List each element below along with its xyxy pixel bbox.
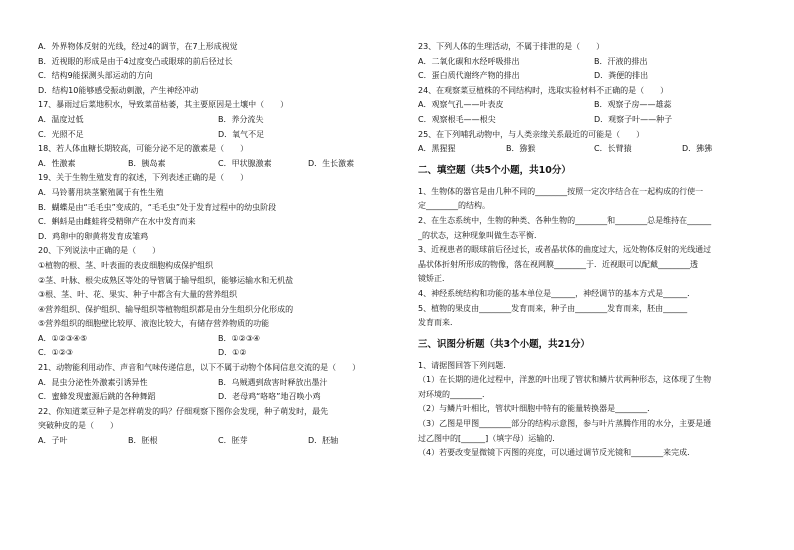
q23-stem: 23、下列人体的生理活动，不属于排泄的是（ ）	[418, 42, 605, 51]
q23-option-a: A．二氧化碳和水经呼吸排出	[418, 56, 520, 66]
q16-option-d: D．结构10能够感受振动刺激，产生神经冲动	[38, 85, 199, 95]
q20-item-5: ⑤营养组织的细胞壁比较厚、液泡比较大，有储存营养物质的功能	[38, 319, 270, 329]
q24-option-b: B．观察子房——雄蕊	[594, 100, 672, 110]
q20-item-3: ③根、茎、叶、花、果实、种子中都含有大量的营养组织	[38, 290, 238, 300]
q22-options	[38, 434, 398, 449]
q18-option-b: B．胰岛素	[128, 158, 166, 168]
fill-line-3: 2、在生态系统中，生物的种类、各种生物的________和________总是维持在______	[418, 215, 712, 225]
q17-option-d: D．氧气不足	[218, 129, 265, 139]
q23-option-d: D．粪便的排出	[594, 71, 649, 81]
fig-intro: 1、请据图回答下列问题．	[418, 360, 512, 370]
q18-options	[38, 157, 398, 172]
fig-line-2: 对环境的________．	[418, 389, 490, 399]
fill-line-7: 镜矫正．	[418, 274, 450, 284]
q23-options-row1	[418, 55, 770, 70]
q24-stem: 24、在观察菜豆植株的不同结构时，选取实验材料不正确的是（ ）	[418, 85, 669, 95]
fill-line-2: 定________的结构。	[418, 201, 490, 211]
q20-item-2: ②茎、叶脉、根尖成熟区等处的导管属于输导组织，能够运输水和无机盐	[38, 275, 294, 285]
q20-option-b: B．①②③④	[218, 333, 261, 343]
q17-options-row1	[38, 113, 398, 128]
q21-options-row2	[38, 390, 398, 405]
q23-option-b: B．汗液的排出	[594, 56, 648, 66]
fill-line-5: 3、近视患者的眼球前后径过长，或者晶状体的曲度过大，远处物体反射的光线通过	[418, 245, 712, 255]
q19-option-d: D．鸡卵中的卵黄将发育成雏鸡	[38, 231, 149, 241]
q25-option-a: A．黑猩猩	[418, 144, 456, 154]
fill-line-6: 晶状体折射所形成的物像，落在视网膜________于．近视眼可以配戴________透	[418, 259, 698, 269]
q22-option-b: B．胚根	[128, 436, 158, 446]
fig-line-1: （1）在长期的进化过程中，洋葱的叶出现了管状和鳞片状两种形态，这体现了生物	[418, 375, 712, 385]
q20-option-c: C．①②③	[38, 348, 74, 358]
q22-option-a: A．子叶	[38, 436, 68, 446]
q24-options-row2	[418, 113, 770, 128]
left-column	[38, 40, 398, 449]
fig-line-6: （4）若要改变显微镜下丙图的亮度，可以通过调节反光镜和________来完成．	[418, 448, 696, 458]
q24-option-a: A．观察气孔——叶表皮	[418, 100, 504, 110]
right-column	[418, 40, 770, 461]
q20-item-1: ①植物的根、茎、叶表面的表皮细胞构成保护组织	[38, 260, 214, 270]
q22-option-d: D．胚轴	[308, 436, 339, 446]
q25-option-b: B．猕猴	[506, 144, 536, 154]
q25-options	[418, 142, 770, 157]
fig-line-3: （2）与鳞片叶相比，管状叶细胞中特有的能量转换器是________．	[418, 404, 656, 414]
section-heading-figure-analysis: 三、识图分析题（共3个小题，共21分）	[418, 338, 590, 350]
q23-options-row2	[418, 69, 770, 84]
q17-option-c: C．光照不足	[38, 129, 84, 139]
q20-item-4: ④营养组织、保护组织、输导组织等植物组织都是由分生组织分化形成的	[38, 304, 294, 314]
fig-line-4: （3）乙图是甲图________部分的结构示意图，参与叶片蒸腾作用的水分，主要是通	[418, 419, 712, 429]
fill-line-1: 1、生物体的器官是由几种不同的________按照一定次序结合在一起构成的行使一	[418, 186, 704, 196]
q21-option-b: B．乌贼遇到敌害时释放出墨汁	[218, 377, 328, 387]
q25-stem: 25、在下列哺乳动物中，与人类亲缘关系最近的可能是（ ）	[418, 129, 645, 139]
q20-option-a: A．①②③④⑤	[38, 333, 88, 343]
fill-line-4: _的状态，这种现象叫做生态平衡．	[418, 230, 542, 240]
q19-stem: 19、关于生物生殖发育的叙述，下列表述正确的是（ ）	[38, 173, 249, 183]
q22-stem-line2: 突破种皮的是（ ）	[38, 421, 118, 431]
q18-stem: 18、若人体血糖长期较高，可能分泌不足的激素是（ ）	[38, 144, 249, 154]
q21-option-a: A．昆虫分泌性外激素引诱异性	[38, 377, 148, 387]
section-heading-fill-in: 二、填空题（共5个小题，共10分）	[418, 164, 571, 176]
q22-stem-line1: 22、你知道菜豆种子是怎样萌发的吗？仔细观察下图你会发现，种子萌发时，最先	[38, 406, 329, 416]
q19-option-c: C．蝌蚪是由雌蛙将受精卵产在水中发育而来	[38, 217, 196, 227]
q22-option-c: C．胚芽	[218, 436, 248, 446]
q20-options-row2	[38, 346, 398, 361]
q20-stem: 20、下列说法中正确的是（ ）	[38, 246, 161, 256]
q18-option-a: A．性激素	[38, 158, 76, 168]
q17-stem: 17、暴雨过后菜地积水，导致菜苗枯萎，其主要原因是土壤中（ ）	[38, 100, 289, 110]
q21-options-row1	[38, 376, 398, 391]
q25-option-c: C．长臂猿	[594, 144, 632, 154]
q17-option-b: B．养分流失	[218, 114, 264, 124]
q21-option-c: C．蜜蜂发现蜜源后跳的各种舞蹈	[38, 392, 156, 402]
q21-option-d: D．老母鸡“咯咯”地召唤小鸡	[218, 392, 321, 402]
q20-options-row1	[38, 332, 398, 347]
q17-options-row2	[38, 128, 398, 143]
q24-option-c: C．观察根毛——根尖	[418, 114, 496, 124]
q20-option-d: D．①②	[218, 348, 247, 358]
q24-option-d: D．观察子叶——种子	[594, 114, 673, 124]
q23-option-c: C．蛋白质代谢终产物的排出	[418, 71, 520, 81]
fig-line-5: 过乙图中的[______]（填字母）运输的．	[418, 433, 561, 443]
fill-line-9: 5、植物的果皮由________发育而来，种子由________发育而来，胚由______	[418, 303, 688, 313]
q18-option-d: D．生长激素	[308, 158, 355, 168]
fill-line-8: 4、神经系统结构和功能的基本单位是______，神经调节的基本方式是______．	[418, 288, 696, 298]
q16-option-c: C．结构9能探测头部运动的方向	[38, 71, 153, 81]
q16-option-b: B．近视眼的形成是由于4过度变凸或眼球的前后径过长	[38, 56, 233, 66]
q19-option-a: A．马铃薯用块茎繁殖属于有性生殖	[38, 187, 164, 197]
q25-option-d: D．狒狒	[682, 144, 713, 154]
q21-stem: 21、动物能利用动作、声音和气味传递信息，以下不属于动物个体间信息交流的是（ ）	[38, 363, 361, 373]
q24-options-row1	[418, 98, 770, 113]
q18-option-c: C．甲状腺激素	[218, 158, 272, 168]
fill-line-10: 发育而来．	[418, 318, 458, 328]
q17-option-a: A．温度过低	[38, 114, 84, 124]
q16-option-a: A．外界物体反射的光线，经过4的调节，在7上形成视觉	[38, 42, 238, 51]
q19-option-b: B．蝴蝶是由“毛毛虫”变成的，“毛毛虫”处于发育过程中的幼虫阶段	[38, 202, 277, 212]
